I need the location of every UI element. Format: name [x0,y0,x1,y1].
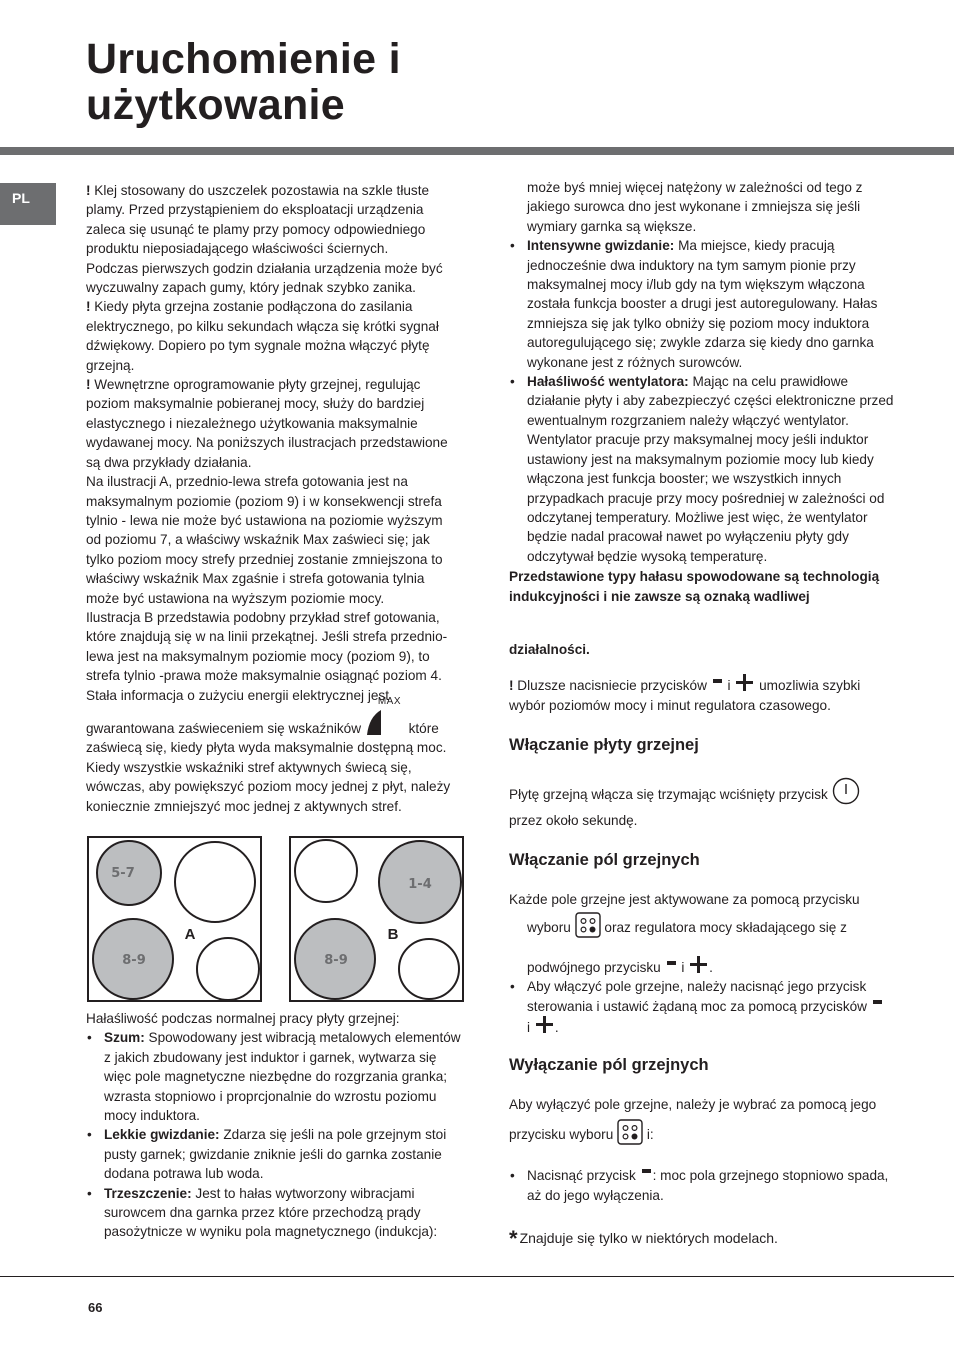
minus-icon [713,679,722,683]
paragraph-text: i: [646,1126,654,1142]
diagram-letter: B [387,926,399,943]
zone-level-label: 8-9 [122,953,146,968]
list-item [86,1184,466,1242]
cooktop-diagram-a [87,836,262,1002]
noise-section [86,1009,466,1242]
list-item-text: Ma miejsce, kiedy pracują jednocześnie dwa induktory na tym samym pionie przy maksymalnej mocy i/lub gdy na tym większym włączona została funkcja booster a drugi jest autoregulowany. Hałas zmniejsza się jak tylko obniży się poziom mocy induktora autoregulującego się; zwykle zdarza się kiedy dno garnka wykonane jest z różnych surowców. [527,238,878,370]
list-item [509,372,894,566]
right-column [509,178,894,1205]
punctuation: . [709,959,713,975]
paragraph-text: Klej stosowany do uszczelek pozostawia na szkle tłuste plamy. Przed przystąpieniem do eksploatacji urządzenia zaleca się usunąć te plamy przy pomocy odpowiedniego produktu nieposiadającego właściwości ściernych. [86,183,430,257]
warning-mark: ! [86,377,91,393]
page-title-line-2: użytkowanie [86,81,345,129]
warning-mark: ! [86,299,91,315]
hob-on-text [509,777,894,830]
list-item [509,977,894,1037]
zones-on-steps [509,977,894,1037]
list-item-text: Mając na celu prawidłowe działanie płyty i aby zabezpieczyć części elektroniczne przed ewentualnym rozgrzaniem należy włączyć wentylator. Wentylator pracuje przy maksymalnej mocy jeśli induktor ustawiony jest na maksymalnym poziomie mocy lub kiedy włączona jest funkcja booster; we wszystkich innych przypadkach pracuje przy mocy pośredniej w zależności od odczytanej temperatury. Możliwe jest więc, że wentylator będzie nadal pracował nawet po wyłączeniu płyty gdy odczytywał będzie wysoką temperaturę. [527,374,894,564]
warning-mark: ! [509,678,514,694]
paragraph-software [86,375,460,472]
noise-list [86,1028,466,1241]
list-item-text: Jest to hałas wytworzony wibracjami surowcem dna garnka przez które przechodzą prądy pasożytnicze w wyniku pola magnetycznego (indukcja): [104,1185,438,1240]
page-title [86,36,401,128]
list-item [86,1125,466,1183]
list-item [86,1028,466,1125]
noise-intro: Hałaśliwość podczas normalnej pracy płyty grzejnej: [86,1011,400,1026]
zone-front-right [399,939,459,999]
paragraph-text: Wewnętrzne oprogramowanie płyty grzejnej, regulując poziom maksymalnie pobieranej mocy, służy do bardziej elastycznego i niezależnego użytkowania maksymalnie wydawanej mocy. Na poniższych ilustracjach przedstawione są dwa przykłady działania. [86,377,448,470]
conjunction: i [681,959,685,975]
list-item-text: : moc pola grzejnego stopniowo spada, aż do jego wyłączenia. [527,1168,889,1203]
zone-selector-icon [575,912,601,943]
zones-off-text: Aby wyłączyć pole grzejne, należy je wybrać za pomocą jego [509,1097,877,1113]
paragraph-text: oraz regulatora mocy składającego się z [604,920,847,936]
left-column [86,181,460,816]
paragraph-illustration-a: Na ilustracji A, przednio-lewa strefa gotowania jest na maksymalnym poziomie (poziom 9) i w konsekwencji strefa tylnio - lewa nie może być ustawiona na poziomie wyższym od poziomu 7, a właściwy wskaźnik Max zaświeci się; jak tylko poziom mocy strefy przedniej zostanie zmniejszona to właściwy wskaźnik Max zgaśnie i strefa gotowania tylnia może być ustawiona na wyższym poziomie mocy. [86,474,443,606]
list-item-term: Intensywne gwizdanie: [527,238,675,254]
paragraph-text: wyboru [527,920,571,936]
conjunction: i [727,678,731,694]
zones-on-text-2 [509,912,894,943]
page-number: 66 [88,1300,103,1315]
footer-divider [0,1276,954,1277]
paragraph-text: Kiedy płyta grzejna zostanie podłączona do zasilania elektrycznego, po kilku sekundach włącza się krótki sygnał dźwiękowy. Dopiero po tym sygnale można włączyć płytę grzejną. [86,299,439,373]
paragraph-text: gwarantowana zaświeceniem się wskaźników [86,720,362,736]
paragraph-text: umozliwia szybki wybór poziomów mocy i minut regulatora czasowego. [509,678,861,713]
language-tab: PL [0,183,56,225]
diagram-letter: A [184,926,196,943]
zone-level-label: 5-7 [111,866,135,881]
list-item-term: Szum: [104,1030,145,1046]
paragraph-text: Płytę grzejną włącza się trzymając wciśnięty przycisk [509,787,828,803]
paragraph-text: przycisku wyboru [509,1126,614,1142]
cooktop-diagram-b [289,836,464,1002]
zone-level-label: 8-9 [324,953,348,968]
zones-off-steps [509,1166,894,1205]
plus-icon [536,1016,553,1033]
section-title-zones-off: Wyłączanie pól grzejnych [509,1056,709,1075]
minus-icon [667,961,676,965]
technology-note: Przedstawione typy hałasu spowodowane są technologią indukcyjności i nie zawsze są oznaką wadliwej [509,569,880,604]
header-divider [0,147,954,155]
plus-icon [690,956,707,973]
paragraph-text: które zaświecą się, kiedy płyta wyda maksymalnie dostępną moc. Kiedy wszystkie wskaźniki stref aktywnych świecą się, wówczas, aby powiększyć poziom mocy jednej z płyt, należy koniecznie zmniejszyć moc jednej z aktywnych stref. [86,720,451,814]
footnote [509,1228,778,1249]
paragraph-rubber-smell: Podczas pierwszych godzin działania urządzenia może być wyczuwalny zapach gumy, który jednak szybko zanika. [86,260,443,296]
list-item-text: Spowodowany jest wibracją metalowych elementów z jakich zbudowany jest induktor i garnek, wytwarza się więc pole magnetyczne niezbędne do rozgrzania granka; wzrasta stopniowo i proprcjonalnie do wzrostu poziomu mocy induktora. [104,1030,461,1124]
max-indicator-icon [365,695,405,737]
zone-selector-icon [617,1119,643,1150]
list-item [509,236,894,372]
list-item [509,1166,894,1205]
list-item-text: Nacisnąć przycisk [527,1168,636,1184]
noise-list-continued [509,236,894,566]
list-item-term: Trzeszczenie: [104,1185,192,1201]
technology-note-end: działalności. [509,641,590,657]
minus-icon [873,1000,882,1004]
list-item-term: Hałaśliwość wentylatora: [527,374,689,390]
paragraph-text: przez około sekundę. [509,812,638,828]
paragraph-energy-info: Stała informacja o zużyciu energii elektrycznej jest [86,687,389,703]
minus-icon [642,1169,651,1173]
paragraph-illustration-b: Ilustracja B przedstawia podobny przykład stref gotowania, które znajdują się w na linii przekątnej. Jeśli strefa przednio-lewa jest na maksymalnym poziomie mocy (poziom 9), to strefa tylnio -prawa może maksymalnie osiągnąć poziom 4. [86,609,448,684]
section-title-hob-on: Włączanie płyty grzejnej [509,736,699,755]
punctuation: . [554,1020,559,1035]
list-item-text: Zdarza się jeśli na pole grzejnym stoi pusty garnek; gwizdanie zniknie jeśli do garnka zostanie dodana potrawa lub woda. [104,1127,447,1182]
max-indicator-label: MAX [377,695,401,707]
paragraph-power-signal [86,297,460,375]
noise-continuation: może byś mniej więcej natężony w zależności od tego z jakiego surowca dno jest wykonane i zmniejsza się jeśli wymiary garnka są większe. [527,180,863,234]
zone-back-left [295,840,357,902]
fast-selection-note [509,674,894,715]
zone-level-label: 1-4 [408,877,432,892]
section-title-zones-on: Włączanie pól grzejnych [509,850,700,869]
paragraph-text: Dluzsze nacisniecie przycisków [513,678,707,694]
plus-icon [736,674,753,691]
zones-on-text: Każde pole grzejne jest aktywowane za pomocą przycisku [509,891,860,907]
zones-off-text-2 [509,1119,894,1150]
footnote-text: Znajduje się tylko w niektórych modelach. [519,1230,778,1246]
paragraph-text: podwójnego przycisku [527,959,661,975]
zones-on-text-3 [509,956,894,977]
list-item-term: Lekkie gwizdanie: [104,1127,220,1143]
zone-back-right [175,842,255,922]
paragraph-adhesive [86,181,460,259]
zone-front-right [197,938,259,1000]
list-item-text: Aby włączyć pole grzejne, należy nacisnąć jego przycisk sterowania i ustawić żądaną moc za pomocą przycisków [527,979,867,1014]
conjunction: i [527,1020,531,1035]
page-title-line-1: Uruchomienie i [86,35,401,83]
asterisk-mark: * [509,1226,518,1251]
power-button-icon [832,777,860,810]
warning-mark: ! [86,183,91,198]
